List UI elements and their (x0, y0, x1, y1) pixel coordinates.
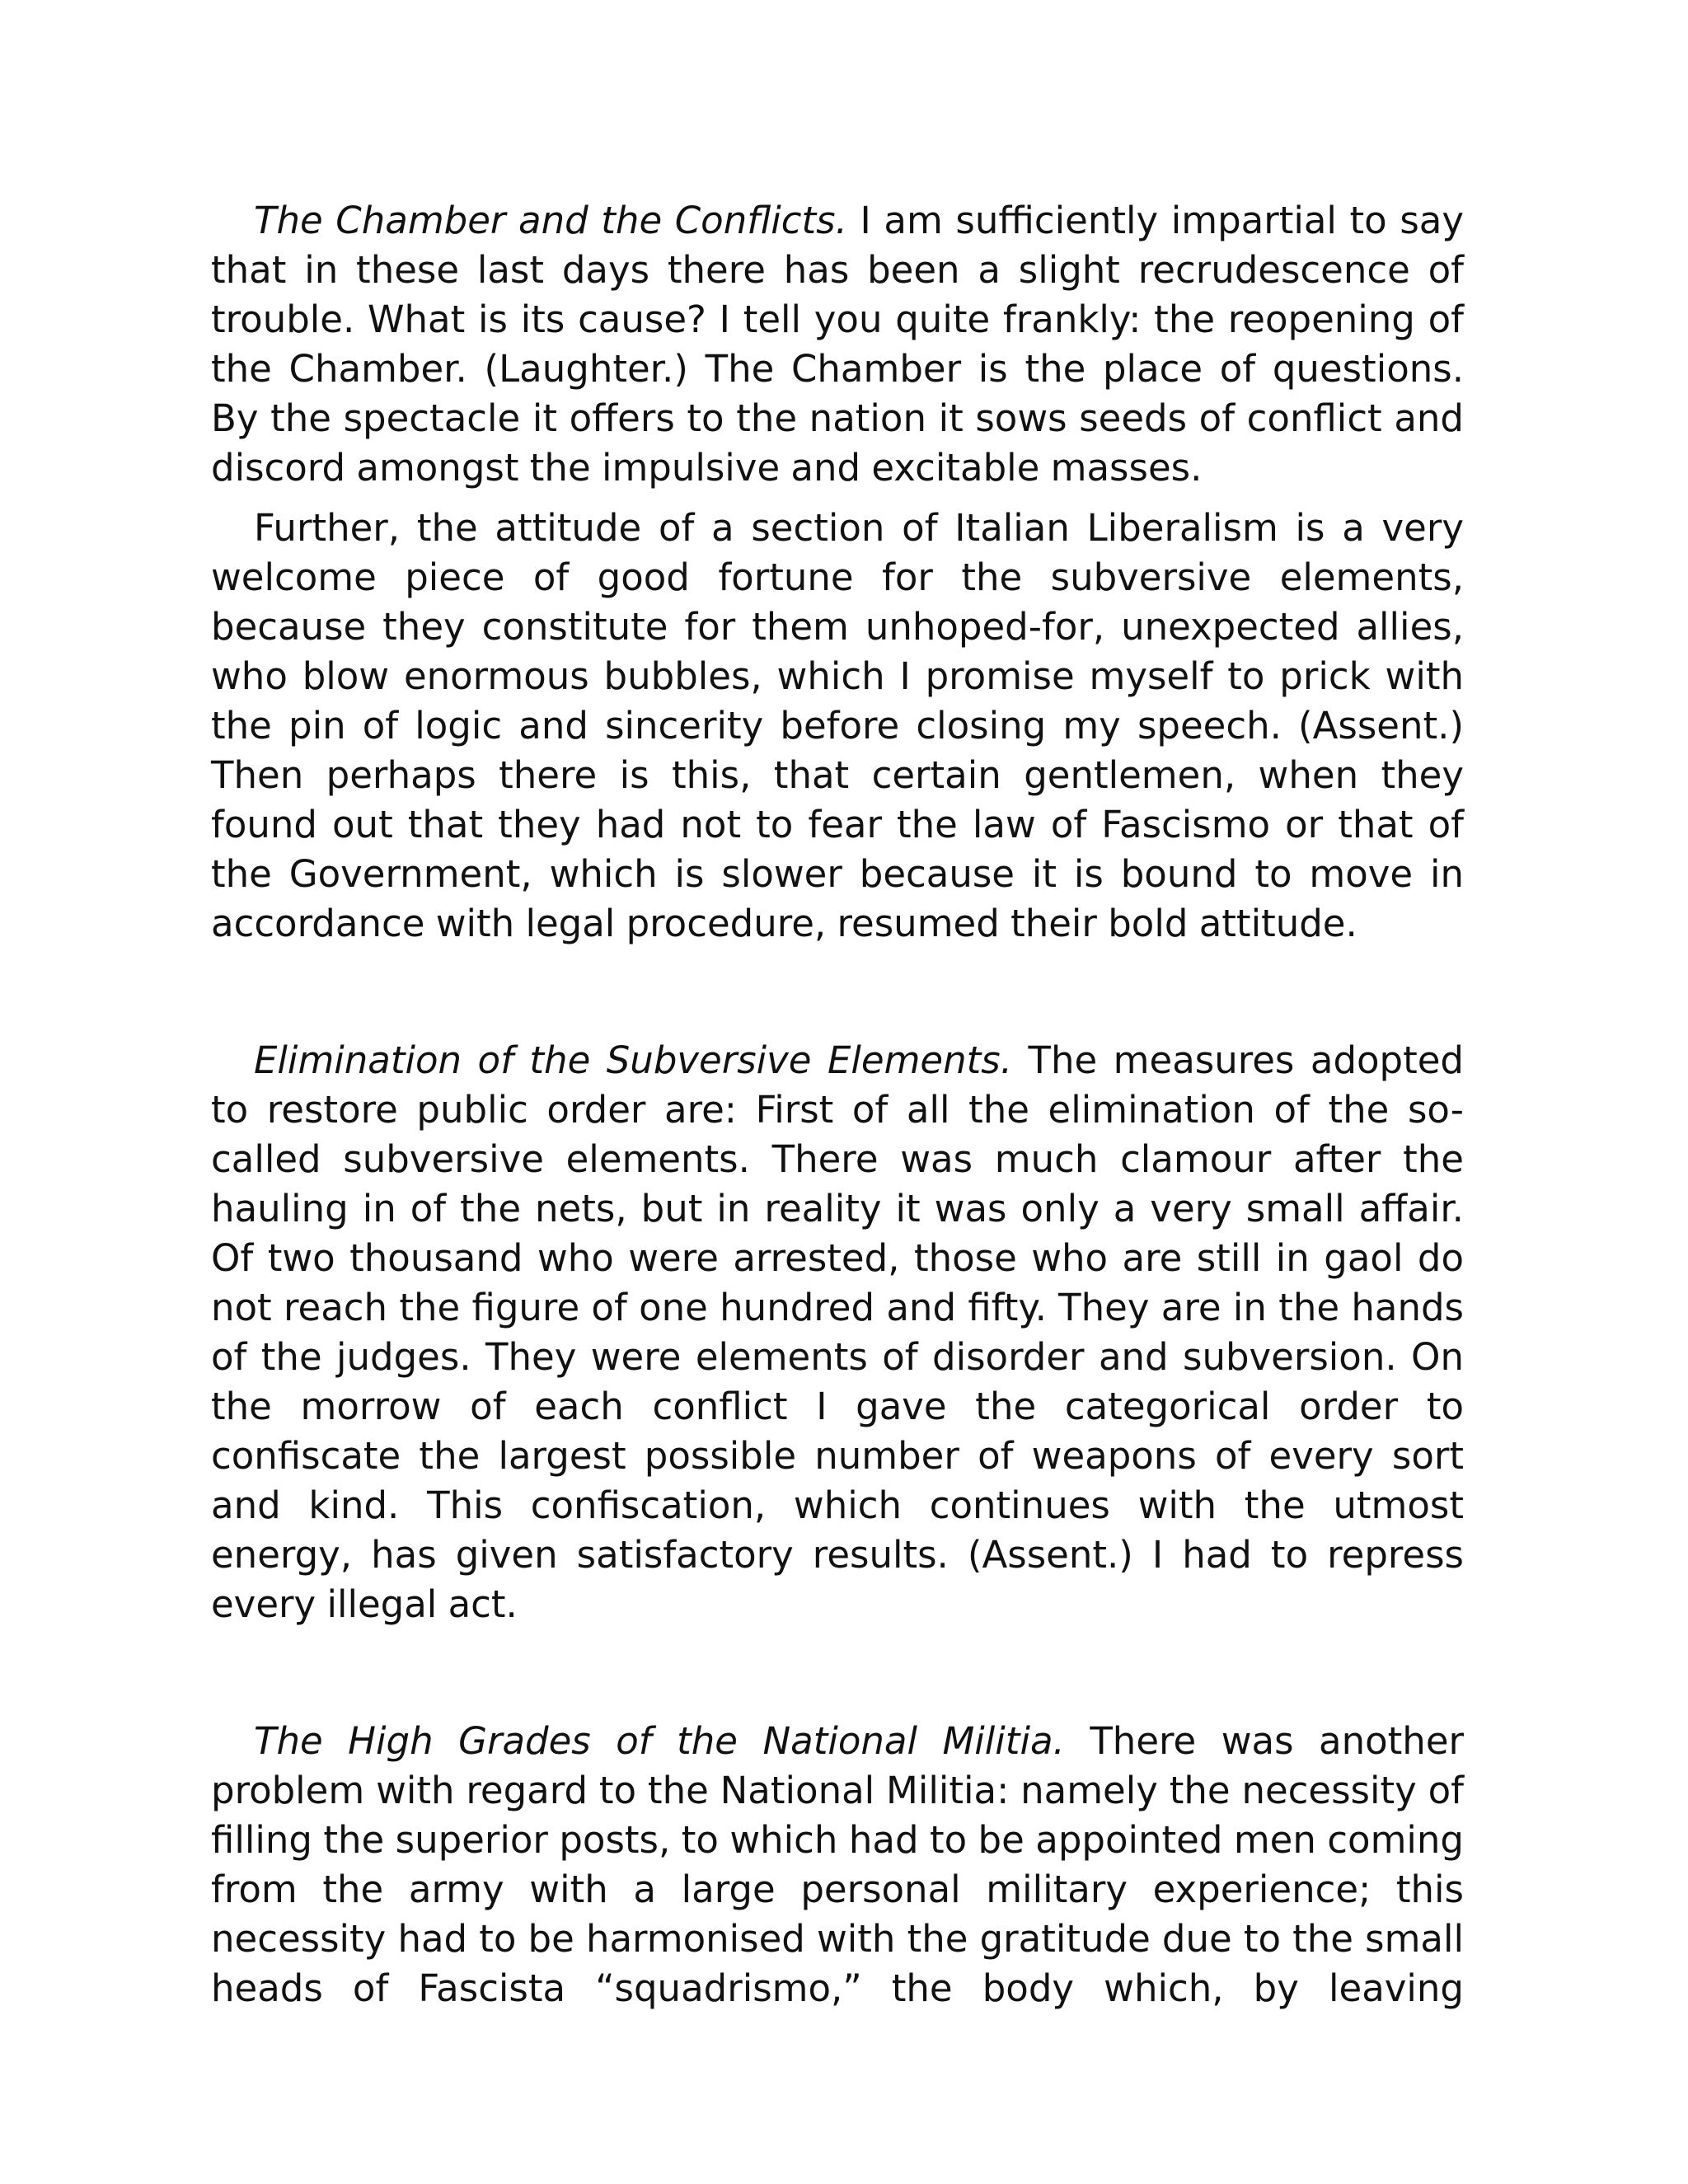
paragraph-chamber-and-conflicts (211, 196, 1464, 493)
section-heading-subversive: Elimination of the Subversive Elements. (254, 1038, 1013, 1082)
document-page (211, 196, 1464, 2013)
section-heading-chamber: The Chamber and the Conflicts. (254, 199, 847, 242)
section-heading-militia: The High Grades of the National Militia. (254, 1719, 1065, 1763)
paragraph-body: I am sufficiently impartial to say that in these last days there has been a slight recrudescence of trouble. What is its cause? I tell you quite frankly: the reopening of the Chamber. (Laughter.) The Chamber is the place of questions. By the spectacle it offers to the nation it sows seeds of conflict and discord amongst the impulsive and excitable masses. (211, 199, 1464, 490)
paragraph-italian-liberalism (211, 504, 1464, 949)
paragraph-body: There was another problem with regard to the National Militia: namely the necessity of filling the superior posts, to which had to be appointed men coming from the army with a large personal military experience; this necessity had to be harmonised with the gratitude due to the small heads of Fascista “squadrismo,” the body which, by leaving (211, 1719, 1465, 2010)
paragraph-body: The measures adopted to restore public order are: First of all the elimination of the so-called subversive elements. There was much clamour after the hauling in of the nets, but in reality it was only a very small affair. Of two thousand who were arrested, those who are still in gaol do not reach the figure of one hundred and fifty. They are in the hands of the judges. They were elements of disorder and subversion. On the morrow of each conflict I gave the categorical order to confiscate the largest possible number of weapons of every sort and kind. This confiscation, which continues with the utmost energy, has given satisfactory results. (Assent.) I had to repress every illegal act. (211, 1038, 1464, 1626)
paragraph-subversive-elements (211, 1036, 1464, 1629)
paragraph-national-militia (211, 1717, 1464, 2013)
paragraph-body: Further, the attitude of a section of Italian Liberalism is a very welcome piece of good fortune for the subversive elements, because they constitute for them unhoped-for, unexpected allies, who blow enormous bubbles, which I promise myself to prick with the pin of logic and sincerity before closing my speech. (Assent.) Then perhaps there is this, that certain gentlemen, when they found out that they had not to fear the law of Fascismo or that of the Government, which is slower because it is bound to move in accordance with legal procedure, resumed their bold attitude. (211, 506, 1464, 945)
